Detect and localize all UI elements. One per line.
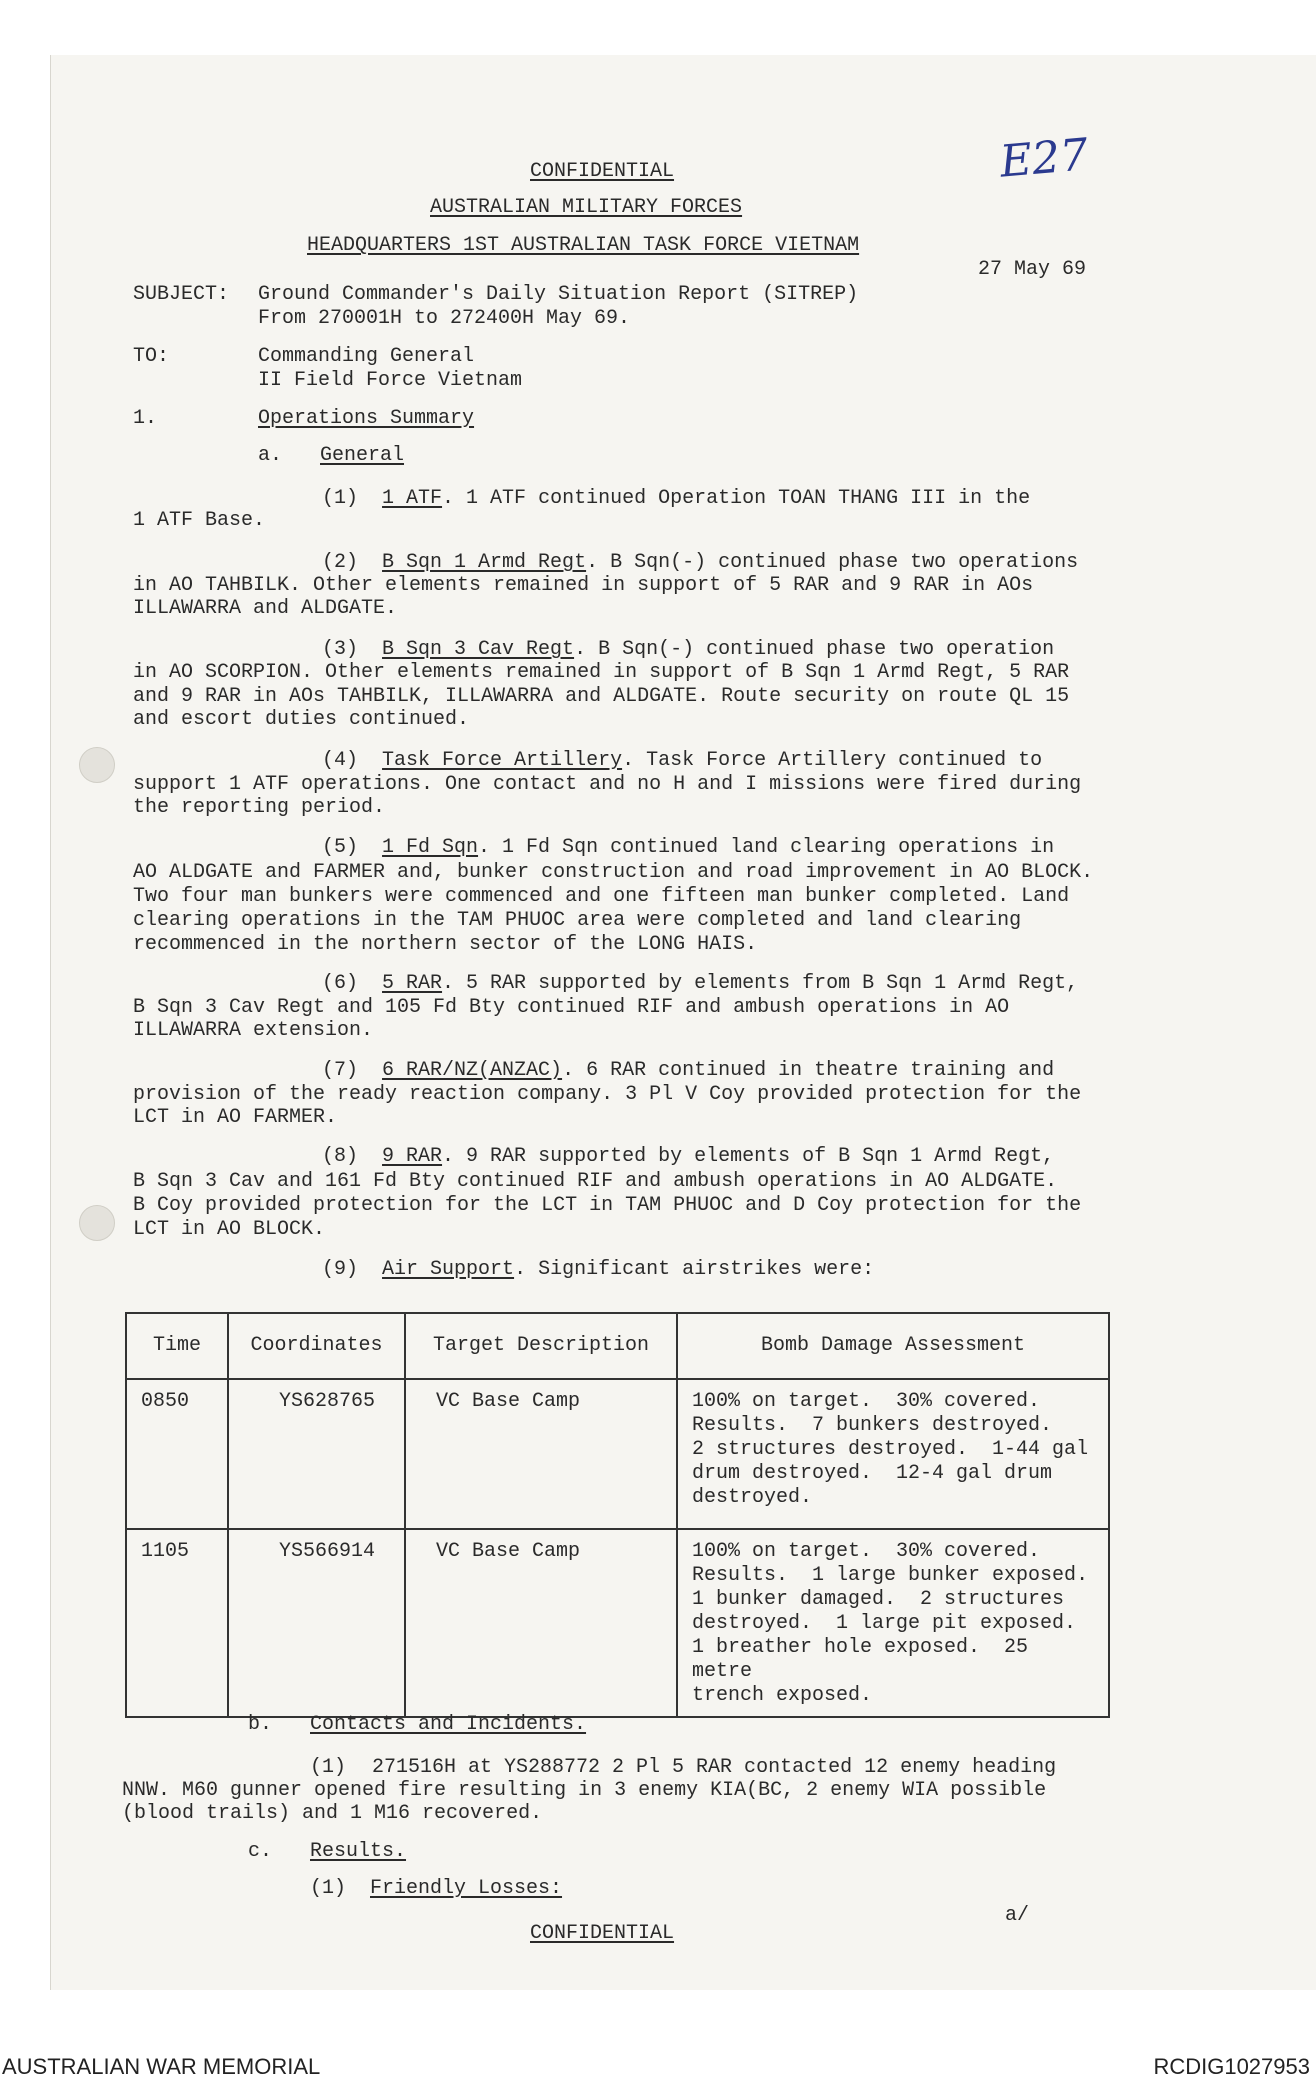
row-2-coords: YS566914 <box>279 1540 376 1563</box>
col-header-bda: Bomb Damage Assessment <box>677 1313 1109 1379</box>
subject-label: SUBJECT: <box>133 283 230 306</box>
para-6 <box>322 972 1078 996</box>
para-5-line-1: . 1 Fd Sqn continued land clearing operations in <box>478 836 1055 859</box>
para-5-num: (5) <box>322 836 359 859</box>
airstrikes-table <box>125 1312 1110 1718</box>
para-3-line-3: and 9 RAR in AOs TAHBILK, ILLAWARRA and ALDGATE. Route security on route QL 15 <box>133 685 1070 708</box>
para-2-line-3: ILLAWARRA and ALDGATE. <box>133 597 398 620</box>
col-header-time: Time <box>126 1313 228 1379</box>
para-5-line-2: AO ALDGATE and FARMER and, bunker construction and road improvement in AO BLOCK. <box>133 861 1094 884</box>
para-9-num: (9) <box>322 1258 359 1281</box>
row-2-bda: 100% on target. 30% covered. Results. 1 large bunker exposed. 1 bunker damaged. 2 structures destroyed. 1 large pit exposed. 1 breather hole exposed. 25 metre trench exposed. <box>692 1540 1089 1707</box>
para-8-title: 9 RAR <box>382 1145 443 1168</box>
para-7-line-2: provision of the ready reaction company. 3 Pl V Coy provided protection for the <box>133 1083 1082 1106</box>
para-2-title: B Sqn 1 Armd Regt <box>382 551 587 574</box>
para-8-line-3: B Coy provided protection for the LCT in TAM PHUOC and D Coy protection for the <box>133 1194 1082 1217</box>
to-label: TO: <box>133 345 170 368</box>
para-7 <box>322 1059 1054 1083</box>
cell-coords <box>228 1529 405 1717</box>
para-4-title: Task Force Artillery <box>382 749 623 772</box>
para-6-line-2: B Sqn 3 Cav Regt and 105 Fd Bty continued RIF and ambush operations in AO <box>133 996 1010 1019</box>
para-3-line-4: and escort duties continued. <box>133 708 470 731</box>
para-9-line-1: . Significant airstrikes were: <box>514 1258 875 1281</box>
para-2 <box>322 551 1078 575</box>
cell-target <box>405 1379 677 1529</box>
row-1-time: 0850 <box>141 1390 190 1413</box>
punch-hole-bottom <box>79 1205 115 1241</box>
para-5-line-3: Two four man bunkers were commenced and one fifteen man bunker completed. Land <box>133 885 1070 908</box>
para-1-line-2: 1 ATF Base. <box>133 509 266 532</box>
friendly-losses-title: Friendly Losses: <box>370 1877 563 1900</box>
col-header-coordinates: Coordinates <box>228 1313 405 1379</box>
subject-line-2: From 270001H to 272400H May 69. <box>258 307 631 330</box>
org-title: AUSTRALIAN MILITARY FORCES <box>430 196 743 219</box>
para-5 <box>322 836 1054 860</box>
para-6-line-1: . 5 RAR supported by elements from B Sqn 1 Armd Regt, <box>442 972 1079 995</box>
to-line-1: Commanding General <box>258 345 475 368</box>
para-8-line-1: . 9 RAR supported by elements of B Sqn 1 Armd Regt, <box>442 1145 1055 1168</box>
cell-bda <box>677 1529 1109 1717</box>
para-1-title: 1 ATF <box>382 487 443 510</box>
para-8 <box>322 1145 1054 1169</box>
para-3-title: B Sqn 3 Cav Regt <box>382 638 575 661</box>
punch-hole-top <box>79 747 115 783</box>
section-1-num: 1. <box>133 407 158 430</box>
para-3-line-1: . B Sqn(-) continued phase two operation <box>574 638 1055 661</box>
report-date: 27 May 69 <box>978 258 1087 281</box>
row-1-bda: 100% on target. 30% covered. Results. 7 bunkers destroyed. 2 structures destroyed. 1-44 gal drum destroyed. 12-4 gal drum destroyed. <box>692 1390 1089 1509</box>
para-6-num: (6) <box>322 972 359 995</box>
para-6-line-3: ILLAWARRA extension. <box>133 1019 374 1042</box>
para-4-line-3: the reporting period. <box>133 796 386 819</box>
to-line-2: II Field Force Vietnam <box>258 369 523 392</box>
para-9 <box>322 1258 874 1282</box>
para-6-title: 5 RAR <box>382 972 443 995</box>
para-5-line-4: clearing operations in the TAM PHUOC area were completed and land clearing <box>133 909 1022 932</box>
page-continuation-marker: a/ <box>1005 1904 1030 1927</box>
para-8-line-2: B Sqn 3 Cav and 161 Fd Bty continued RIF and ambush operations in AO ALDGATE. <box>133 1170 1058 1193</box>
subject-line-1: Ground Commander's Daily Situation Report (SITREP) <box>258 283 859 306</box>
para-3-num: (3) <box>322 638 359 661</box>
cell-target <box>405 1529 677 1717</box>
row-1-coords: YS628765 <box>279 1390 376 1413</box>
row-2-target: VC Base Camp <box>436 1540 581 1563</box>
para-4-line-2: support 1 ATF operations. One contact and no H and I missions were fired during <box>133 773 1082 796</box>
classification-bottom: CONFIDENTIAL <box>530 1922 675 1945</box>
footer-source: AUSTRALIAN WAR MEMORIAL <box>2 2054 321 2079</box>
section-1-title: Operations Summary <box>258 407 475 430</box>
contacts-letter: b. <box>248 1713 273 1736</box>
results-title: Results. <box>310 1840 407 1863</box>
para-7-title: 6 RAR/NZ(ANZAC) <box>382 1059 563 1082</box>
para-3 <box>322 638 1054 662</box>
contacts-para-num: (1) <box>310 1756 347 1779</box>
cell-coords <box>228 1379 405 1529</box>
para-5-title: 1 Fd Sqn <box>382 836 479 859</box>
contacts-line-1: 271516H at YS288772 2 Pl 5 RAR contacted 12 enemy heading <box>372 1756 1057 1779</box>
contacts-line-2: NNW. M60 gunner opened fire resulting in 3 enemy KIA(BC, 2 enemy WIA possible <box>122 1779 1047 1802</box>
para-4-num: (4) <box>322 749 359 772</box>
hq-title: HEADQUARTERS 1ST AUSTRALIAN TASK FORCE VIETNAM <box>307 234 860 257</box>
footer-id: RCDIG1027953 <box>1153 2054 1310 2079</box>
contacts-line-3: (blood trails) and 1 M16 recovered. <box>122 1802 543 1825</box>
cell-time <box>126 1529 228 1717</box>
para-1-line-1: . 1 ATF continued Operation TOAN THANG III in the <box>442 487 1031 510</box>
general-letter: a. <box>258 444 283 467</box>
para-7-line-1: . 6 RAR continued in theatre training and <box>562 1059 1055 1082</box>
classification-top: CONFIDENTIAL <box>530 160 675 183</box>
para-1-num: (1) <box>322 487 359 510</box>
para-2-line-1: . B Sqn(-) continued phase two operations <box>586 551 1079 574</box>
para-4 <box>322 749 1042 773</box>
table-header-row <box>126 1313 1109 1379</box>
para-4-line-1: . Task Force Artillery continued to <box>622 749 1043 772</box>
general-title: General <box>320 444 405 467</box>
row-1-target: VC Base Camp <box>436 1390 581 1413</box>
col-header-target: Target Description <box>405 1313 677 1379</box>
para-5-line-5: recommenced in the northern sector of the LONG HAIS. <box>133 933 758 956</box>
para-8-line-4: LCT in AO BLOCK. <box>133 1218 326 1241</box>
table-row <box>126 1529 1109 1717</box>
para-9-title: Air Support <box>382 1258 515 1281</box>
para-2-line-2: in AO TAHBILK. Other elements remained in support of 5 RAR and 9 RAR in AOs <box>133 574 1034 597</box>
results-para-num: (1) <box>310 1877 347 1900</box>
cell-time <box>126 1379 228 1529</box>
contacts-title: Contacts and Incidents. <box>310 1713 587 1736</box>
handwritten-ref-mark: E27 <box>997 129 1091 188</box>
cell-bda <box>677 1379 1109 1529</box>
para-7-line-3: LCT in AO FARMER. <box>133 1106 338 1129</box>
para-8-num: (8) <box>322 1145 359 1168</box>
results-letter: c. <box>248 1840 273 1863</box>
para-3-line-2: in AO SCORPION. Other elements remained in support of B Sqn 1 Armd Regt, 5 RAR <box>133 661 1070 684</box>
row-2-time: 1105 <box>141 1540 190 1563</box>
table-row <box>126 1379 1109 1529</box>
para-1 <box>322 487 1030 511</box>
para-7-num: (7) <box>322 1059 359 1082</box>
para-2-num: (2) <box>322 551 359 574</box>
